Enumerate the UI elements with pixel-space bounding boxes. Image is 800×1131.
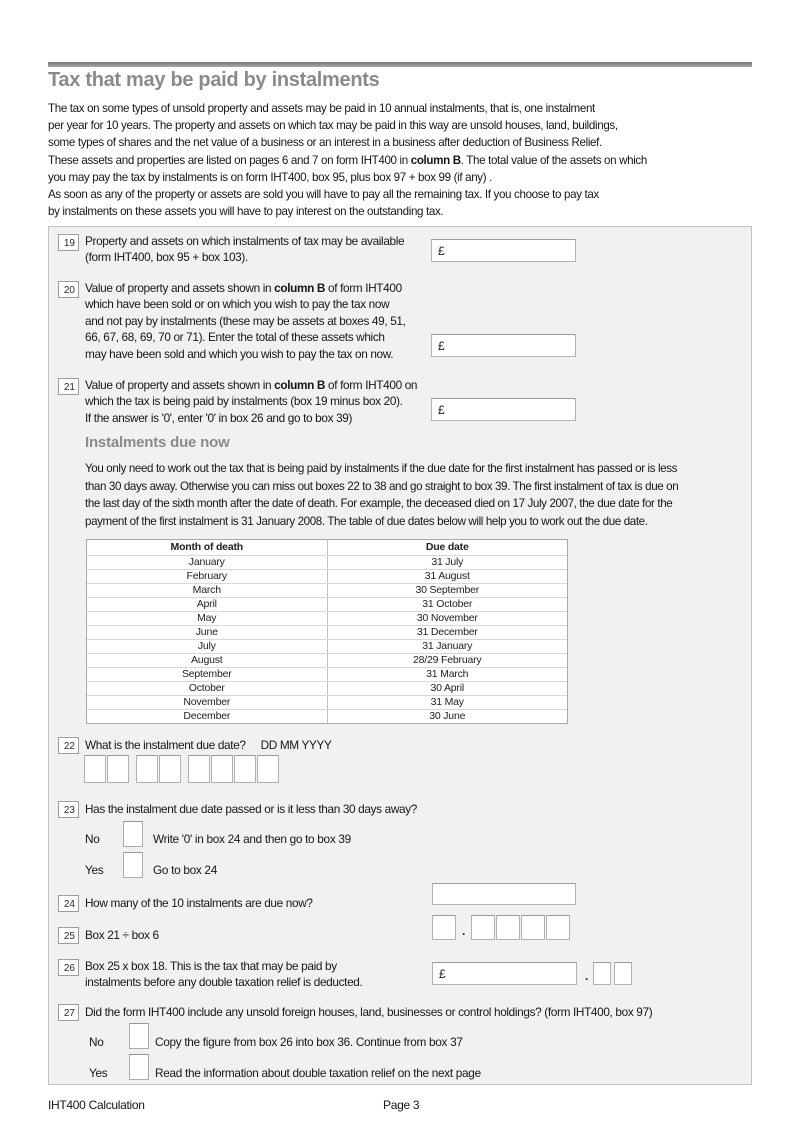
month-cell: October bbox=[87, 682, 328, 696]
table-row bbox=[87, 668, 568, 682]
box26-input bbox=[432, 962, 632, 985]
question-number-20: 20 bbox=[58, 281, 79, 298]
intro-line bbox=[48, 152, 647, 169]
footer-form-name: IHT400 Calculation bbox=[48, 1098, 145, 1112]
paragraph-line: payment of the first instalment is 31 January 2008. The table of due dates below will help you to work out the due date. bbox=[85, 514, 648, 528]
pound-sign: £ bbox=[438, 403, 445, 417]
table-header-row bbox=[87, 540, 568, 556]
paragraph-line: You only need to work out the tax that is being paid by instalments if the due date for the first instalment has passed or is less bbox=[85, 462, 678, 475]
question-22-line: What is the instalment due date? bbox=[85, 738, 246, 752]
due-date-cell: 31 March bbox=[327, 668, 568, 682]
intro-line-segment: These assets and properties are listed on pages 6 and 7 on form IHT400 in bbox=[48, 153, 411, 167]
month-cell: January bbox=[87, 556, 328, 570]
month-cell: August bbox=[87, 654, 328, 668]
day-digit-box[interactable] bbox=[84, 755, 106, 783]
box27-yes-checkbox[interactable] bbox=[129, 1054, 149, 1080]
column-header-month-of-death: Month of death bbox=[87, 540, 328, 556]
question-20-line bbox=[85, 280, 406, 296]
question-text-19 bbox=[85, 233, 404, 266]
table-row bbox=[87, 570, 568, 584]
month-group bbox=[136, 755, 181, 783]
question-21-line: which the tax is being paid by instalments (box 19 minus box 20). bbox=[85, 394, 403, 409]
box23-yes-instruction: Go to box 24 bbox=[153, 863, 217, 877]
due-date-cell: 31 July bbox=[327, 556, 568, 570]
box26-pence-box[interactable] bbox=[593, 962, 611, 985]
question-19-line: (form IHT400, box 95 + box 103). bbox=[85, 250, 248, 265]
month-cell: June bbox=[87, 626, 328, 640]
top-rule bbox=[48, 62, 752, 67]
due-date-cell: 28/29 February bbox=[327, 654, 568, 668]
box26-amount-input[interactable] bbox=[432, 962, 577, 985]
table-row bbox=[87, 584, 568, 598]
question-text-22 bbox=[85, 737, 332, 753]
table-row bbox=[87, 626, 568, 640]
question-text-20 bbox=[85, 280, 406, 362]
question-20-line: and not pay by instalments (these may be assets at boxes 49, 51, bbox=[85, 313, 406, 328]
year-digit-box[interactable] bbox=[234, 755, 256, 783]
table-row bbox=[87, 598, 568, 612]
paragraph-line: than 30 days away. Otherwise you can miss out boxes 22 to 38 and go straight to box 39. The first instalment of tax is due on bbox=[85, 479, 679, 493]
due-date-cell: 31 October bbox=[327, 598, 568, 612]
instalments-paragraph bbox=[85, 460, 678, 530]
due-date-cell: 31 December bbox=[327, 626, 568, 640]
month-cell: April bbox=[87, 598, 328, 612]
question-number-19: 19 bbox=[58, 234, 79, 251]
box23-no-checkbox[interactable] bbox=[123, 821, 143, 847]
pound-sign: £ bbox=[438, 339, 445, 353]
box23-yes-label: Yes bbox=[85, 863, 104, 877]
question-21-line: If the answer is '0', enter '0' in box 26 and go to box 39) bbox=[85, 410, 353, 425]
question-number-23: 23 bbox=[58, 801, 79, 818]
month-cell: November bbox=[87, 696, 328, 710]
page-title: Tax that may be paid by instalments bbox=[48, 69, 380, 91]
box27-no-label: No bbox=[89, 1035, 104, 1049]
day-group bbox=[84, 755, 129, 783]
question-number-21: 21 bbox=[58, 378, 79, 395]
table-row bbox=[87, 640, 568, 654]
box27-no-checkbox[interactable] bbox=[129, 1023, 149, 1049]
due-date-cell: 31 January bbox=[327, 640, 568, 654]
pound-sign: £ bbox=[439, 967, 446, 981]
intro-line: by instalments on these assets you will have to pay interest on the outstanding tax. bbox=[48, 205, 444, 219]
decimal-point: . bbox=[585, 969, 589, 983]
question-number-22: 22 bbox=[58, 737, 79, 754]
question-23-line: Has the instalment due date passed or is it less than 30 days away? bbox=[85, 802, 417, 816]
day-digit-box[interactable] bbox=[107, 755, 129, 783]
box25-integer-box[interactable] bbox=[432, 915, 456, 940]
due-date-cell: 30 June bbox=[327, 710, 568, 724]
question-25-line: Box 21 ÷ box 6 bbox=[85, 928, 159, 942]
intro-line-segment: . The total value of the assets on which bbox=[460, 153, 647, 167]
question-text-26 bbox=[85, 958, 362, 991]
table-row bbox=[87, 696, 568, 710]
question-21-segment: Value of property and assets shown in bbox=[85, 378, 275, 392]
question-text-27 bbox=[85, 1004, 652, 1020]
decimal-point: . bbox=[462, 924, 466, 938]
month-cell: May bbox=[87, 612, 328, 626]
month-digit-box[interactable] bbox=[159, 755, 181, 783]
box25-decimal-box[interactable] bbox=[496, 915, 520, 940]
question-21-segment: of form IHT400 on bbox=[325, 378, 418, 392]
month-cell: March bbox=[87, 584, 328, 598]
question-number-25: 25 bbox=[58, 927, 79, 944]
box23-no-label: No bbox=[85, 832, 100, 846]
box24-input[interactable] bbox=[432, 883, 576, 905]
question-text-25 bbox=[85, 927, 159, 943]
question-number-26: 26 bbox=[58, 959, 79, 976]
intro-line: The tax on some types of unsold property and assets may be paid in 10 annual instalments, that is, one instalment bbox=[48, 102, 595, 115]
box23-yes-checkbox[interactable] bbox=[123, 852, 143, 878]
box27-yes-label: Yes bbox=[89, 1066, 108, 1080]
box25-decimal-box[interactable] bbox=[471, 915, 495, 940]
question-text-23 bbox=[85, 801, 417, 817]
table-row bbox=[87, 654, 568, 668]
table-row bbox=[87, 682, 568, 696]
box25-decimal-box[interactable] bbox=[521, 915, 545, 940]
table-row bbox=[87, 556, 568, 570]
question-26-line: instalments before any double taxation relief is deducted. bbox=[85, 975, 363, 990]
table-row bbox=[87, 612, 568, 626]
intro-line: some types of shares and the net value of a business or an interest in a business after deduction of Business Relief. bbox=[48, 136, 602, 150]
month-cell: September bbox=[87, 668, 328, 682]
question-number-24: 24 bbox=[58, 895, 79, 912]
section-heading-instalments-due-now: Instalments due now bbox=[85, 434, 230, 451]
month-cell: February bbox=[87, 570, 328, 584]
due-date-cell: 30 September bbox=[327, 584, 568, 598]
form-panel bbox=[48, 226, 752, 1085]
month-digit-box[interactable] bbox=[136, 755, 158, 783]
due-date-cell: 31 May bbox=[327, 696, 568, 710]
question-24-line: How many of the 10 instalments are due now? bbox=[85, 896, 313, 910]
year-digit-box[interactable] bbox=[188, 755, 210, 783]
year-group bbox=[188, 755, 279, 783]
box20-amount-input[interactable] bbox=[431, 334, 576, 357]
box27-yes-instruction: Read the information about double taxation relief on the next page bbox=[155, 1066, 481, 1080]
column-header-due-date: Due date bbox=[327, 540, 568, 556]
box25-decimal-box[interactable] bbox=[546, 915, 570, 940]
question-20-line: may have been sold and which you wish to pay the tax on now. bbox=[85, 346, 394, 361]
question-19-line: Property and assets on which instalments of tax may be available bbox=[85, 234, 405, 248]
box22-date-input bbox=[84, 755, 279, 783]
question-20-segment: Value of property and assets shown in bbox=[85, 281, 275, 295]
month-cell: July bbox=[87, 640, 328, 654]
paragraph-line: the last day of the sixth month after the date of death. For example, the deceased died on 17 July 2007, the due date for the bbox=[85, 497, 673, 511]
box25-decimal-group bbox=[471, 915, 570, 940]
box21-amount-input[interactable] bbox=[431, 398, 576, 421]
intro-line: per year for 10 years. The property and assets on which tax may be paid in this way are unsold houses, land, buildings, bbox=[48, 119, 618, 133]
question-20-segment: of form IHT400 bbox=[325, 281, 402, 295]
pound-sign: £ bbox=[438, 244, 445, 258]
question-20-bold-segment: column B bbox=[274, 281, 326, 295]
question-21-line bbox=[85, 377, 417, 393]
table-row bbox=[87, 710, 568, 724]
question-number-27: 27 bbox=[58, 1004, 79, 1021]
question-26-line: Box 25 x box 18. This is the tax that may be paid by bbox=[85, 959, 337, 973]
intro-line-bold-segment: column B bbox=[410, 153, 461, 167]
month-cell: December bbox=[87, 710, 328, 724]
box19-amount-input[interactable] bbox=[431, 239, 576, 262]
due-date-cell: 31 August bbox=[327, 570, 568, 584]
question-21-bold-segment: column B bbox=[274, 378, 326, 392]
intro-line: As soon as any of the property or assets are sold you will have to pay all the remaining tax. If you choose to pay tax bbox=[48, 188, 599, 202]
due-date-cell: 30 April bbox=[327, 682, 568, 696]
date-format-hint: DD MM YYYY bbox=[260, 738, 332, 752]
box23-no-instruction: Write '0' in box 24 and then go to box 39 bbox=[153, 832, 351, 846]
box27-no-instruction: Copy the figure from box 26 into box 36. Continue from box 37 bbox=[155, 1035, 463, 1049]
intro-paragraph bbox=[48, 100, 647, 220]
question-20-line: which have been sold or on which you wish to pay the tax now bbox=[85, 297, 390, 312]
question-text-21 bbox=[85, 377, 417, 426]
box25-input bbox=[432, 915, 570, 940]
footer-page-number: Page 3 bbox=[383, 1098, 420, 1112]
question-27-line: Did the form IHT400 include any unsold foreign houses, land, businesses or control holdings? (form IHT400, box 97) bbox=[85, 1005, 653, 1019]
year-digit-box[interactable] bbox=[211, 755, 233, 783]
due-date-cell: 30 November bbox=[327, 612, 568, 626]
intro-line: you may pay the tax by instalments is on form IHT400, box 95, plus box 97 + box 99 (if any) . bbox=[48, 170, 493, 184]
due-date-table bbox=[86, 539, 568, 724]
box26-pence-box[interactable] bbox=[614, 962, 632, 985]
question-20-line: 66, 67, 68, 69, 70 or 71). Enter the total of these assets which bbox=[85, 330, 385, 345]
box26-pence-group bbox=[593, 962, 632, 985]
question-text-24 bbox=[85, 895, 313, 911]
year-digit-box[interactable] bbox=[257, 755, 279, 783]
